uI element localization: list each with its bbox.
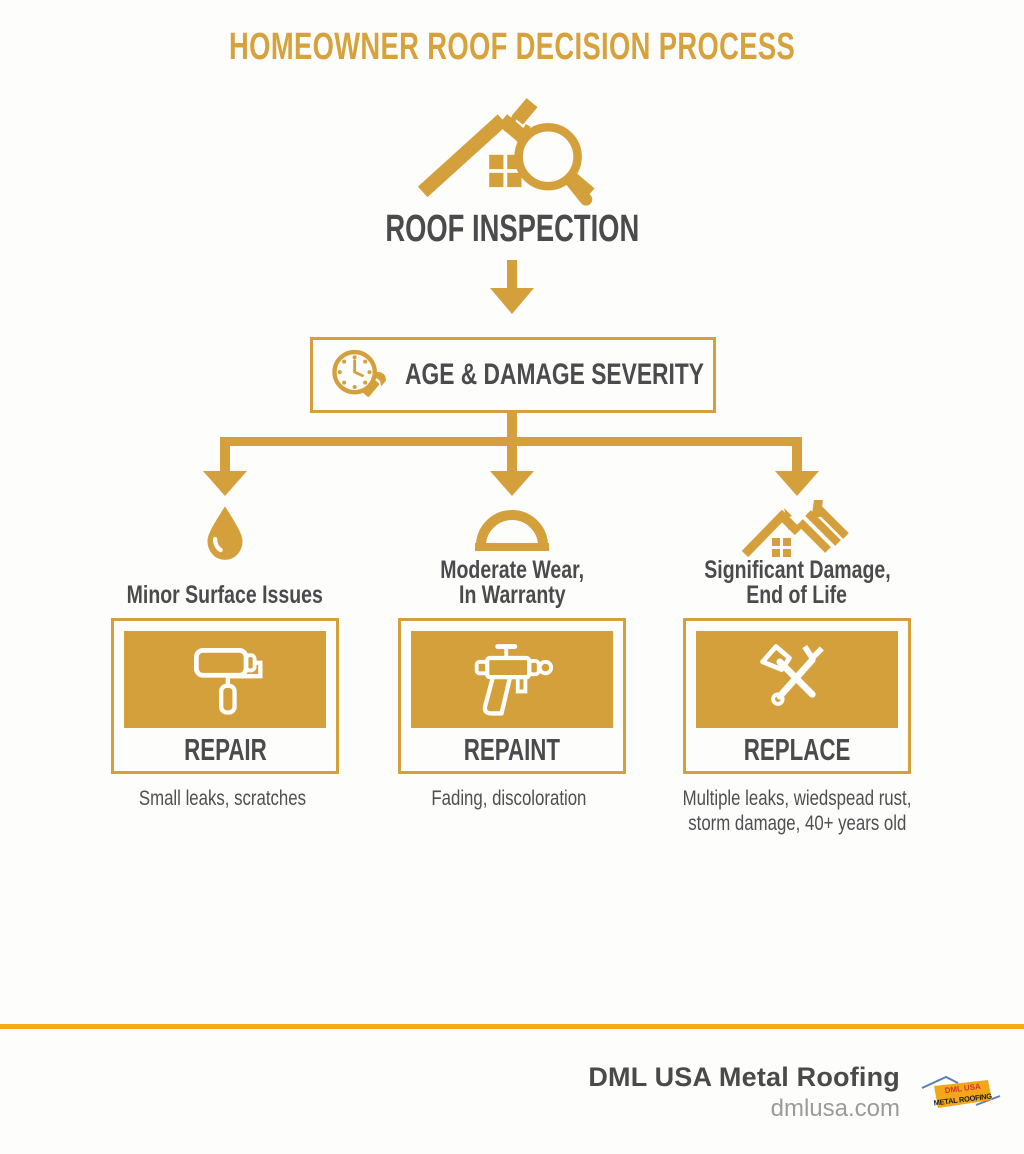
branch-connector: [175, 413, 825, 504]
decision-box: [310, 337, 716, 413]
logo-text-top: DML USA: [944, 1081, 982, 1096]
paint-roller-icon: [124, 631, 326, 728]
decision-label: AGE & DAMAGE SEVERITY: [405, 358, 704, 391]
detail-replace: Multiple leaks, wiedspead rust, storm damage, 40+ years old: [682, 787, 912, 835]
action-label: REPAIR: [183, 731, 267, 767]
footer-rule: [0, 1024, 1024, 1029]
website-url: dmlusa.com: [770, 1095, 900, 1122]
dome-icon: [473, 508, 551, 558]
detail-repaint: Fading, discoloration: [431, 787, 587, 810]
spray-gun-icon: [411, 631, 613, 728]
dml-usa-logo: [920, 1072, 1004, 1118]
page-title: HOMEOWNER ROOF DECISION PROCESS: [228, 26, 796, 68]
condition-label-replace: Significant Damage, End of Life: [703, 556, 891, 609]
action-box-repair: [111, 618, 339, 774]
company-name: DML USA Metal Roofing: [588, 1062, 900, 1092]
down-arrow-icon: [489, 260, 535, 321]
condition-label-repaint: Moderate Wear, In Warranty: [440, 556, 584, 609]
action-box-repaint: [398, 618, 626, 774]
root-step-label: ROOF INSPECTION: [385, 208, 639, 250]
action-label: REPAINT: [463, 731, 561, 767]
action-label: REPLACE: [743, 731, 851, 767]
footer: [588, 1062, 900, 1123]
condition-label-repair: Minor Surface Issues: [126, 581, 324, 609]
clock-wrench-icon: [329, 345, 389, 406]
logo-text-bottom: METAL ROOFING: [933, 1091, 993, 1108]
hammer-wrench-icon: [696, 631, 898, 728]
roof-inspection-icon: [417, 94, 607, 208]
action-box-replace: [683, 618, 911, 774]
detail-repair: Small leaks, scratches: [138, 787, 306, 810]
